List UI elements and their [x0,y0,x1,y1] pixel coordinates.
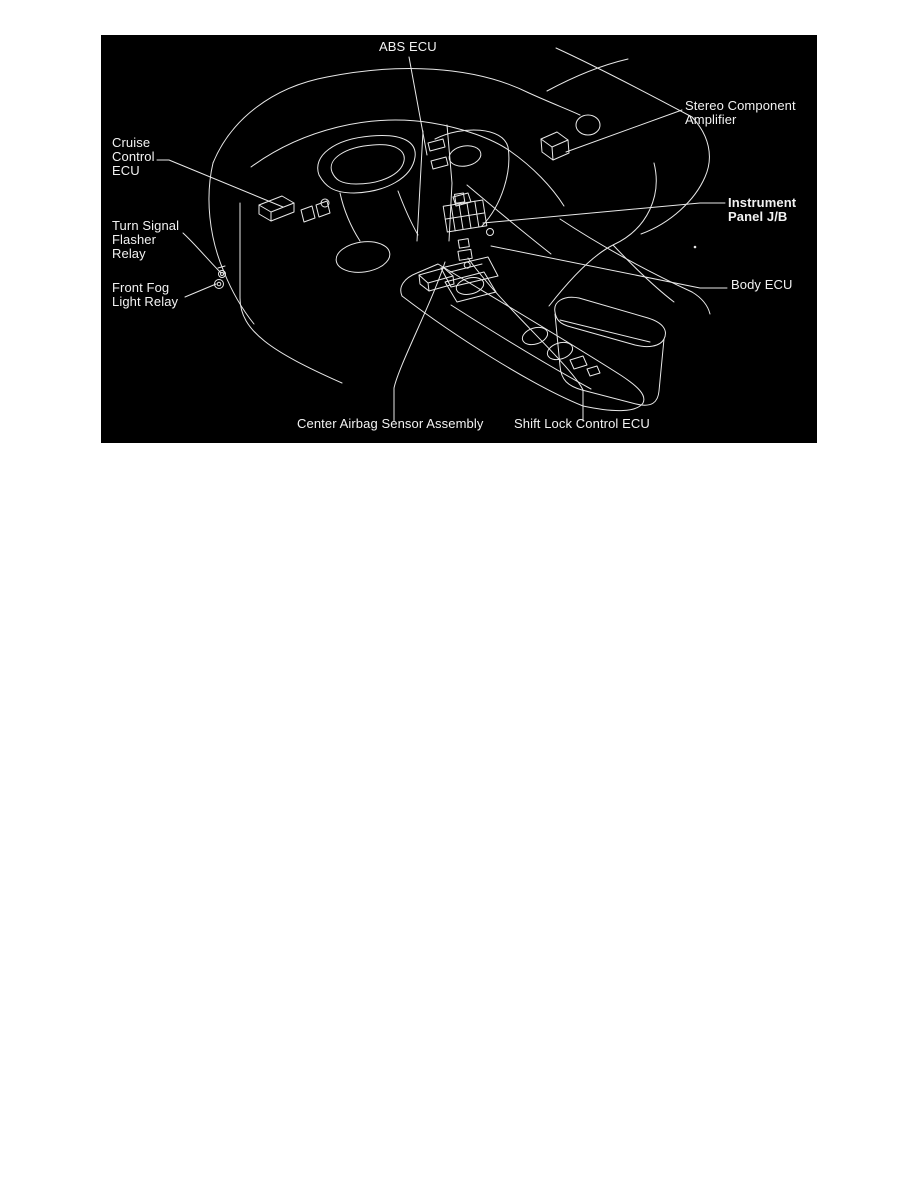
leader-lines [157,57,727,421]
label-abs-ecu [379,40,437,54]
instrument-cluster [318,135,418,275]
shift-lock-assembly [456,239,473,270]
leader-front-fog-relay [185,284,216,297]
label-text: Stereo Component [685,98,796,113]
component-location-diagram [101,35,817,443]
leader-body-ecu [491,246,727,288]
label-front-fog-light-relay [112,281,178,309]
dashboard-illustration [101,35,817,443]
label-text: ABS ECU [379,39,437,54]
leader-turn-signal-relay [183,233,221,273]
leader-stereo-amplifier [566,110,682,152]
label-text: Amplifier [685,111,737,127]
label-shift-lock-control-ecu [514,417,650,431]
label-turn-signal-flasher-relay [112,219,179,260]
label-text: ECU [112,162,140,178]
label-text: Center Airbag Sensor Assembly [297,416,484,431]
label-text: Flasher [112,231,157,247]
label-text: Front Fog [112,280,170,295]
leader-shift-lock-ecu [468,258,583,421]
label-text: Shift Lock Control ECU [514,416,650,431]
stereo-amplifier-box [541,132,569,160]
armrest-box [555,297,666,405]
leader-abs-ecu [409,57,427,155]
leader-instrument-panel-jb [483,203,725,223]
label-instrument-panel-jb [728,196,796,224]
label-text: Light Relay [112,293,179,309]
jb-connector [487,229,494,236]
label-text: Panel J/B [728,208,788,224]
relay-icons [215,266,226,289]
cruise-control-ecu-box [259,196,330,222]
label-cruise-control-ecu [112,136,155,177]
label-text: Body ECU [731,277,793,292]
label-text: Cruise [112,135,151,150]
center-stack [417,125,452,241]
label-text: Control [112,148,155,164]
label-stereo-component-amplifier [685,99,796,127]
label-text: Relay [112,245,146,261]
label-text: Turn Signal [112,218,180,233]
label-center-airbag-sensor-assembly [297,417,483,431]
label-text: Instrument [728,195,797,210]
leader-cruise-control-ecu [157,160,283,207]
label-body-ecu [731,278,793,292]
shifter-base [419,257,498,291]
